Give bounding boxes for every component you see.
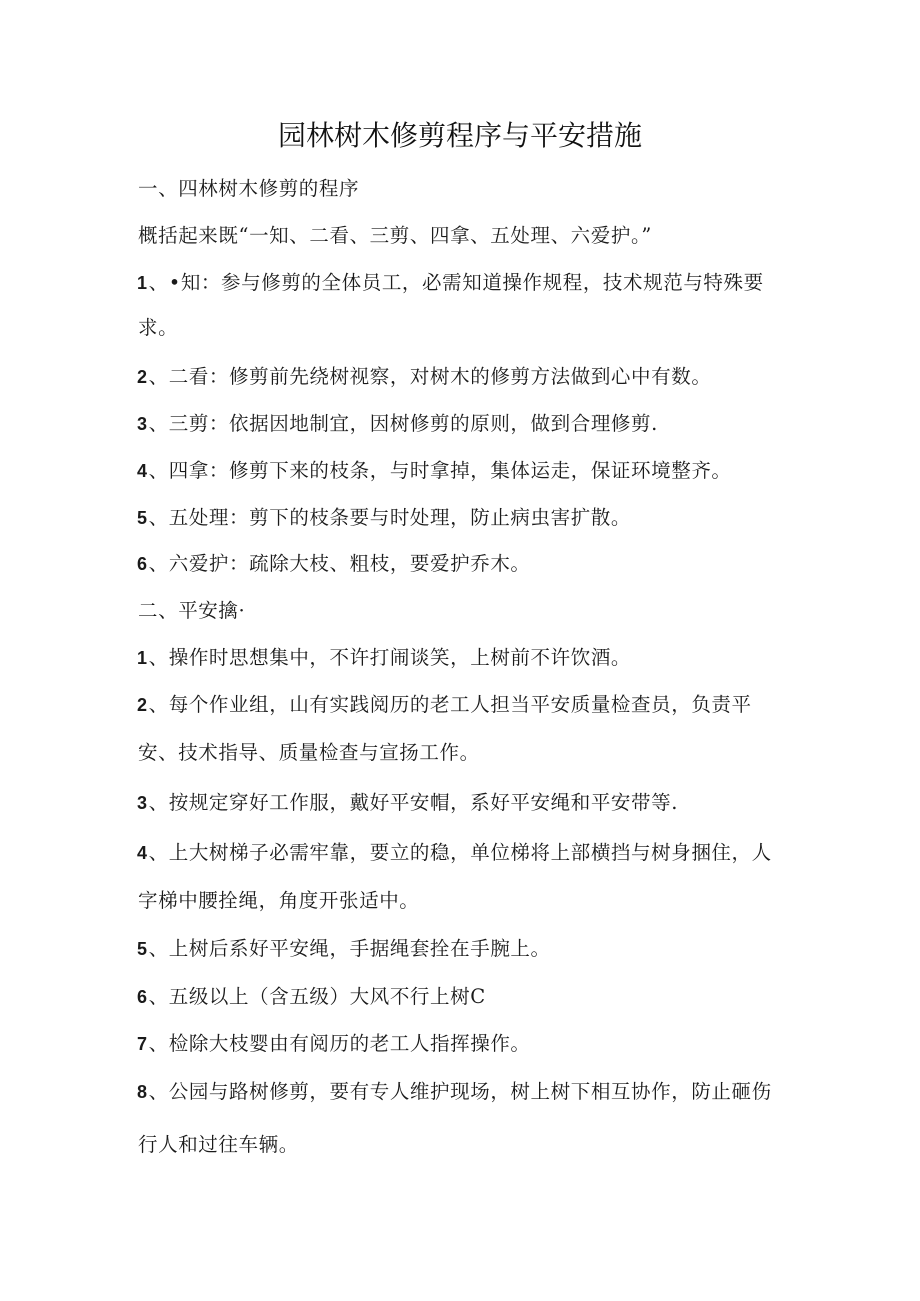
item-number: 2 <box>137 367 148 387</box>
line-text: 安、技术指导、质量检查与宣扬工作。 <box>138 741 480 764</box>
item-number: 6 <box>137 987 148 1007</box>
line-text: 字梯中腰拴绳，角度开张适中。 <box>138 889 420 912</box>
item-number: 4 <box>137 843 148 863</box>
list-item-continuation <box>137 1130 797 1160</box>
line-text: 、五处理：剪下的枝条要与时处理，防止病虫害扩散。 <box>148 506 632 529</box>
list-item <box>137 788 797 818</box>
list-item <box>137 456 797 486</box>
line-text: 、上树后系好平安绳，手据绳套拴在手腕上。 <box>148 937 551 960</box>
section-heading <box>137 174 797 204</box>
list-item <box>137 982 797 1012</box>
section-heading <box>137 596 797 626</box>
line-text: 、•知：参与修剪的全体员工，必需知道操作规程，技术规范与特殊要 <box>148 271 764 294</box>
item-number: 5 <box>137 939 148 959</box>
list-item <box>137 1077 797 1107</box>
line-text: 、三剪：依据因地制宜，因树修剪的原则，做到合理修剪. <box>148 412 658 435</box>
line-text: 、按规定穿好工作服，戴好平安帽，系好平安绳和平安带等. <box>148 791 679 814</box>
list-item <box>137 268 797 298</box>
item-number: 1 <box>137 648 148 668</box>
item-number: 3 <box>137 793 148 813</box>
line-text: 、五级以上（含五级）大风不行上树C <box>148 985 486 1008</box>
item-number: 6 <box>137 554 148 574</box>
list-item-continuation <box>137 313 797 343</box>
line-text: 行人和过往车辆。 <box>138 1133 299 1156</box>
item-number: 4 <box>137 461 148 481</box>
line-text: 一、四林树木修剪的程序 <box>138 177 360 200</box>
list-item <box>137 549 797 579</box>
item-number: 8 <box>137 1082 148 1102</box>
list-item <box>137 1029 797 1059</box>
line-text: 、每个作业组，山有实践阅历的老工人担当平安质量检查员，负责平 <box>148 693 752 716</box>
list-item-continuation <box>137 886 797 916</box>
line-text: 、四拿：修剪下来的枝条，与时拿掉，集体运走，保证环境整齐。 <box>148 459 732 482</box>
list-item <box>137 643 797 673</box>
line-text: 求。 <box>138 316 179 339</box>
paragraph-line <box>137 221 797 251</box>
document-title: 园林树木修剪程序与平安措施 <box>277 119 642 152</box>
line-text: 、上大树梯子必需牢靠，要立的稳，单位梯将上部横挡与树身捆住，人 <box>148 841 772 864</box>
list-item <box>137 690 797 720</box>
list-item <box>137 409 797 439</box>
line-text: 概括起来既“一知、二看、三剪、四拿、五处理、六爱护。” <box>138 224 652 247</box>
item-number: 1 <box>137 273 148 293</box>
line-text: 、检除大枝婴由有阅历的老工人指挥操作。 <box>148 1032 531 1055</box>
item-number: 3 <box>137 414 148 434</box>
list-item <box>137 503 797 533</box>
line-text: 二、平安擒· <box>138 599 246 622</box>
line-text: 、操作时思想集中，不许打闹谈笑，上树前不许饮酒。 <box>148 646 632 669</box>
line-text: 、二看：修剪前先绕树视察，对树木的修剪方法做到心中有数。 <box>148 365 712 388</box>
list-item-continuation <box>137 738 797 768</box>
list-item <box>137 934 797 964</box>
list-item <box>137 838 797 868</box>
list-item <box>137 362 797 392</box>
line-text: 、公园与路树修剪，要有专人维护现场，树上树下相互协作，防止砸伤 <box>148 1080 772 1103</box>
line-text: 、六爱护：疏除大枝、粗枝，要爱护乔木。 <box>148 552 531 575</box>
item-number: 7 <box>137 1034 148 1054</box>
item-number: 2 <box>137 695 148 715</box>
item-number: 5 <box>137 508 148 528</box>
